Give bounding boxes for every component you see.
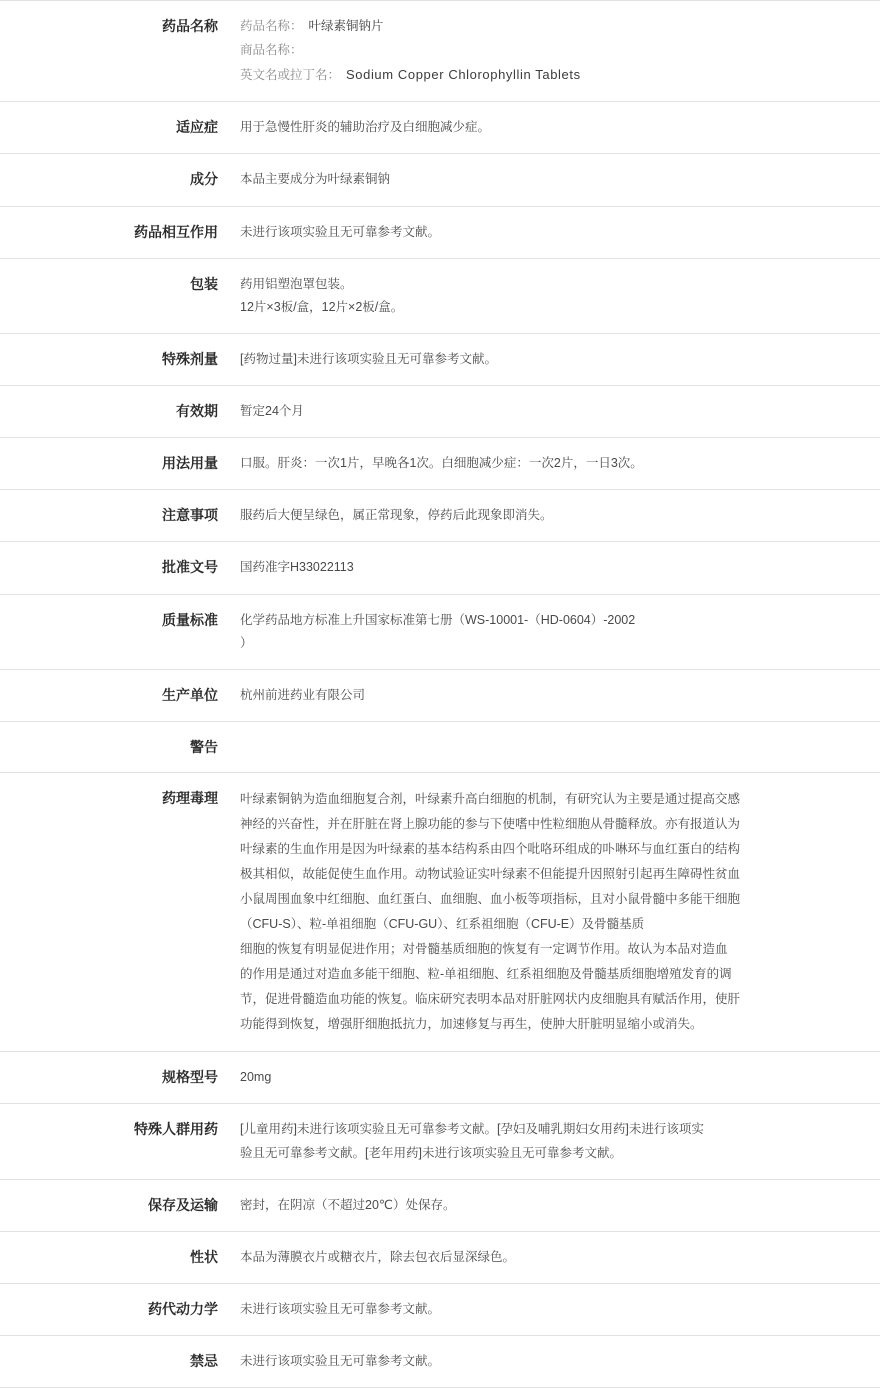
row-value [230, 154, 880, 206]
row-label: 质量标准 [162, 611, 218, 628]
row-value [230, 1283, 880, 1335]
row-label: 性状 [190, 1248, 218, 1265]
row-label: 药理毒理 [162, 790, 218, 807]
text-line: 的作用是通过对造血多能干细胞、粒-单祖细胞、红系祖细胞及骨髓基质细胞增殖发育的调 [240, 967, 732, 982]
row-value [230, 490, 880, 542]
text-line: 极其相似，故能促使生血作用。动物试验证实叶绿素不但能提升因照射引起再生障碍性贫血 [240, 867, 741, 882]
text-line: ） [240, 635, 253, 650]
row-label: 警告 [190, 738, 218, 755]
text-line: 口服。肝炎：一次1片，早晚各1次。白细胞减少症：一次2片，一日3次。 [240, 456, 643, 471]
text-line: 国药准字H33022113 [240, 560, 354, 575]
table-row [0, 258, 880, 333]
table-row [0, 1231, 880, 1283]
row-label: 药品名称 [162, 18, 218, 34]
text-line: 杭州前进药业有限公司 [240, 687, 366, 702]
row-label: 用法用量 [162, 455, 218, 472]
text-line: 未进行该项实验且无可靠参考文献。 [240, 1301, 441, 1316]
text-line: 叶绿素的生血作用是因为叶绿素的基本结构系由四个吡咯环组成的卟啉环与血红蛋白的结构 [240, 842, 741, 857]
row-value [230, 773, 880, 1052]
row-value [230, 721, 880, 772]
row-value [230, 1104, 880, 1179]
text-line: 20mg [240, 1070, 272, 1085]
table-row [0, 773, 880, 1052]
row-label: 注意事项 [162, 507, 218, 524]
row-label: 规格型号 [162, 1069, 218, 1086]
row-value [230, 669, 880, 721]
row-value [230, 1179, 880, 1231]
table-row [0, 1283, 880, 1335]
table-row [0, 542, 880, 594]
drug-name-group [240, 15, 864, 87]
row-value [230, 1231, 880, 1283]
text-line: 未进行该项实验且无可靠参考文献。 [240, 1354, 441, 1369]
text-line: 本品为薄膜衣片或糖衣片，除去包衣后显深绿色。 [240, 1249, 516, 1264]
table-row [0, 669, 880, 721]
row-value [230, 1336, 880, 1388]
text-line: [药物过量]未进行该项实验且无可靠参考文献。 [240, 351, 497, 366]
table-row [0, 1, 880, 102]
row-value [230, 206, 880, 258]
text-line: 化学药品地方标准上升国家标准第七册（WS-10001-（HD-0604）-2002 [240, 612, 636, 627]
text-line: 叶绿素铜钠为造血细胞复合剂，叶绿素升高白细胞的机制，有研究认为主要是通过提高交感 [240, 792, 741, 807]
text-line: 服药后大便呈绿色，属正常现象，停药后此现象即消失。 [240, 508, 553, 523]
text-line: [儿童用药]未进行该项实验且无可靠参考文献。[孕妇及哺乳期妇女用药]未进行该项实 [240, 1122, 704, 1137]
text-line [240, 736, 864, 754]
row-label: 生产单位 [162, 686, 218, 703]
row-value [230, 1, 880, 102]
row-label: 药品相互作用 [134, 223, 218, 240]
text-line: 密封，在阴凉（不超过20℃）处保存。 [240, 1197, 456, 1212]
row-label: 有效期 [176, 403, 218, 419]
drug-name-chinese-value: 叶绿素铜钠片 [308, 19, 384, 33]
row-value [230, 102, 880, 154]
row-label: 特殊剂量 [162, 350, 218, 367]
row-label: 包装 [190, 275, 218, 292]
text-line: 神经的兴奋性，并在肝脏在肾上腺功能的参与下使嗜中性粒细胞从骨髓释放。亦有报道认为 [240, 817, 741, 832]
text-line: 未进行该项实验且无可靠参考文献。 [240, 224, 441, 239]
row-value [230, 438, 880, 490]
text-line: 暂定24个月 [240, 404, 304, 418]
text-line: 节，促进骨髓造血功能的恢复。临床研究表明本品对肝脏网状内皮细胞具有赋活作用，使肝 [240, 992, 741, 1007]
table-row [0, 333, 880, 385]
text-line: 本品主要成分为叶绿素铜钠 [240, 172, 391, 187]
text-line: 用于急慢性肝炎的辅助治疗及白细胞减少症。 [240, 120, 491, 135]
text-line: 验且无可靠参考文献。[老年用药]未进行该项实验且无可靠参考文献。 [240, 1145, 622, 1160]
row-value [230, 594, 880, 669]
row-label: 保存及运输 [148, 1196, 218, 1213]
row-label: 批准文号 [162, 559, 218, 576]
table-row [0, 154, 880, 206]
table-row [0, 721, 880, 772]
table-row [0, 1179, 880, 1231]
table-row [0, 490, 880, 542]
drug-info-table-body [0, 1, 880, 1388]
drug-name-latin-value: Sodium Copper Chlorophyllin Tablets [346, 66, 581, 82]
text-line: 小鼠周围血象中红细胞、血红蛋白、血细胞、血小板等项指标，且对小鼠骨髓中多能干细胞 [240, 892, 741, 907]
table-row [0, 102, 880, 154]
row-label: 适应症 [176, 119, 218, 136]
row-label: 药代动力学 [148, 1300, 218, 1317]
text-line: 药用铝塑泡罩包装。 [240, 276, 353, 291]
drug-name-chinese-key: 药品名称： [240, 19, 303, 33]
row-value [230, 542, 880, 594]
row-label: 禁忌 [190, 1353, 218, 1370]
row-value [230, 386, 880, 438]
table-row [0, 594, 880, 669]
drug-name-latin-key: 英文名或拉丁名： [240, 67, 341, 82]
table-row [0, 1336, 880, 1388]
text-line: 功能得到恢复，增强肝细胞抵抗力，加速修复与再生，使肿大肝脏明显缩小或消失。 [240, 1017, 703, 1032]
text-line: 细胞的恢复有明显促进作用；对骨髓基质细胞的恢复有一定调节作用。故认为本品对造血 [240, 942, 728, 957]
text-line: （CFU-S）、粒-单祖细胞（CFU-GU）、红系祖细胞（CFU-E）及骨髓基质 [240, 917, 645, 932]
drug-name-trade [240, 39, 864, 63]
row-value [230, 333, 880, 385]
table-row [0, 1104, 880, 1179]
table-row [0, 386, 880, 438]
row-label: 特殊人群用药 [134, 1121, 218, 1138]
table-row [0, 206, 880, 258]
drug-name-chinese [240, 15, 864, 39]
drug-name-trade-key: 商品名称： [240, 42, 303, 57]
row-label: 成分 [190, 171, 218, 188]
text-line: 12片×3板/盒，12片×2板/盒。 [240, 299, 404, 314]
row-value [230, 258, 880, 333]
drug-name-latin [240, 63, 864, 88]
table-row [0, 438, 880, 490]
